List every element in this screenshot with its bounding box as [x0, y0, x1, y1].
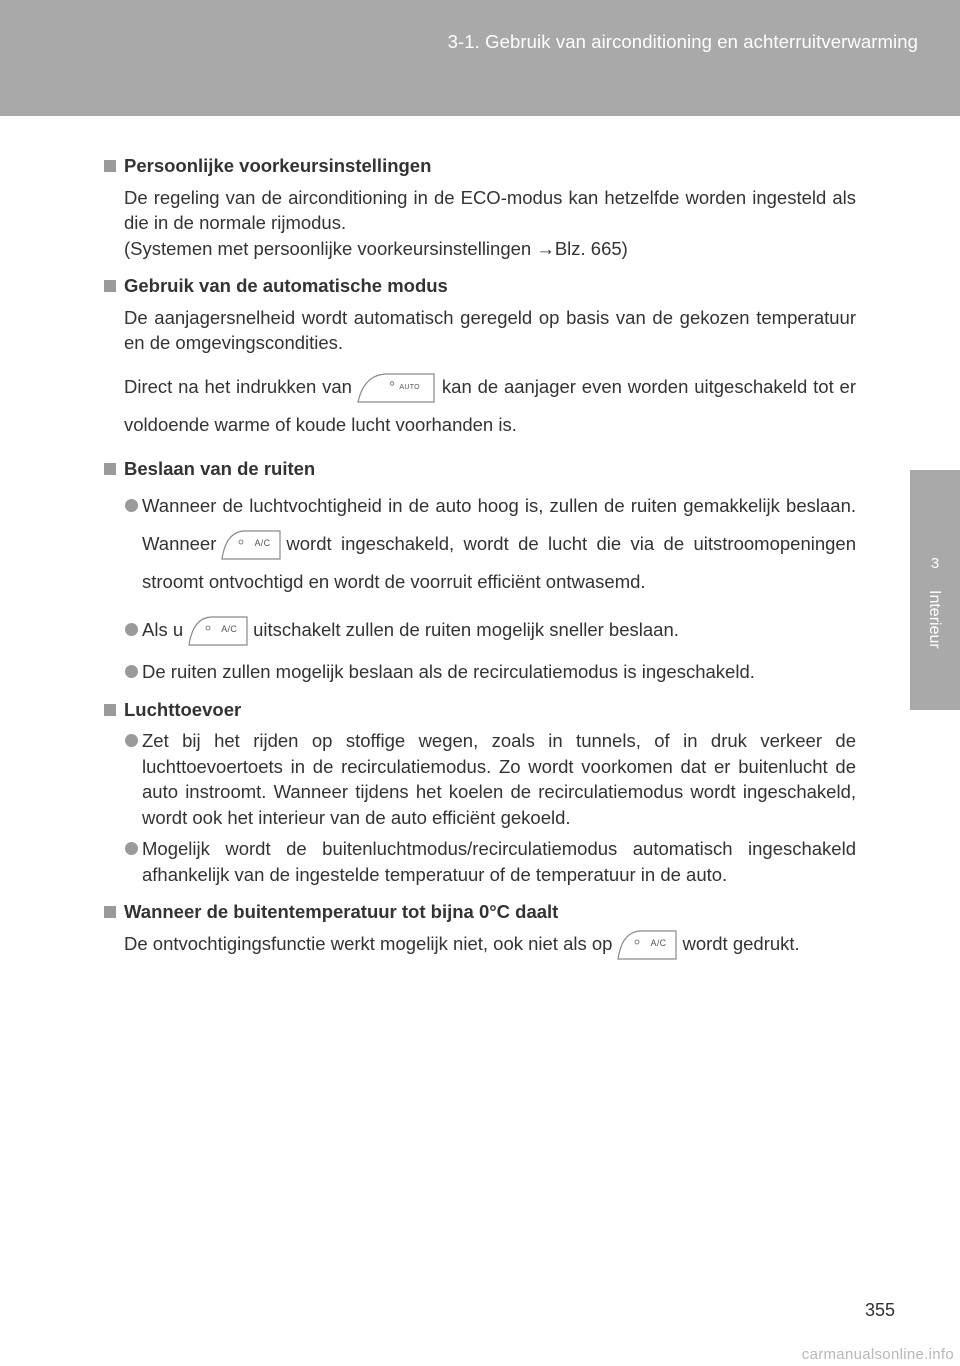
square-bullet-icon: [104, 906, 116, 918]
section-title: Luchttoevoer: [104, 697, 856, 723]
bullet-dot-icon: [125, 665, 138, 678]
page-content: [104, 153, 856, 962]
watermark: carmanualsonline.info: [801, 1346, 954, 1363]
square-bullet-icon: [104, 704, 116, 716]
section-low-temperature: [104, 899, 856, 962]
section-personal-preferences: [104, 153, 856, 261]
bullet-dot-icon: [125, 842, 138, 855]
chapter-name: Interieur: [926, 590, 943, 649]
page-header: [0, 0, 960, 116]
section-title: Gebruik van de automatische modus: [104, 273, 856, 299]
square-bullet-icon: [104, 160, 116, 172]
list-item: Mogelijk wordt de buitenluchtmodus/recirculatiemodus automatisch ingeschakeld afhankelijk van de ingestelde temperatuur of de temperatuur in de auto.: [142, 836, 856, 887]
list-item: Wanneer de luchtvochtigheid in de auto hoog is, zullen de ruiten gemakkelijk beslaan. Wanneer A/C wordt ingeschakeld, wordt de lucht die via de uitstroomopeningen stroomt ontvochtigd en wordt de voorruit efficiënt ontwasemd.: [142, 487, 856, 601]
bullet-dot-icon: [125, 734, 138, 747]
paragraph: De aanjagersnelheid wordt automatisch geregeld op basis van de gekozen temperatuur en de omgevingscondities.: [124, 306, 856, 353]
list-item: Zet bij het rijden op stoffige wegen, zoals in tunnels, of in druk verkeer de luchttoevoertoets in de recirculatiemodus. Zo wordt voorkomen dat er buitenlucht de auto instroomt. Wanneer tijdens het koelen de recirculatiemodus wordt ingeschakeld, wordt ook het interieur van de auto efficiënt gekoeld.: [142, 728, 856, 830]
auto-button-icon: AUTO: [356, 371, 438, 405]
list-item: De ruiten zullen mogelijk beslaan als de recirculatiemodus is ingeschakeld.: [142, 659, 856, 685]
section-header-title: 3-1. Gebruik van airconditioning en achterruitverwarming: [447, 31, 918, 52]
bullet-dot-icon: [125, 499, 138, 512]
paragraph: (Systemen met persoonlijke voorkeursinstellingen →Blz. 665): [124, 237, 628, 259]
paragraph: De regeling van de airconditioning in de ECO-modus kan hetzelfde worden ingesteld als die in de normale rijmodus.: [124, 186, 856, 233]
ac-button-icon: A/C: [220, 528, 282, 562]
section-title: Beslaan van de ruiten: [104, 456, 856, 482]
chapter-number: 3: [930, 555, 940, 572]
section-window-fogging: [104, 456, 856, 685]
square-bullet-icon: [104, 280, 116, 292]
ac-button-icon: A/C: [616, 928, 678, 962]
section-air-intake: [104, 697, 856, 888]
ac-button-icon: A/C: [187, 614, 249, 648]
list-item: Als u A/C uitschakelt zullen de ruiten mogelijk sneller beslaan.: [142, 611, 856, 649]
paragraph: De ontvochtigingsfunctie werkt mogelijk niet, ook niet als op A/C wordt gedrukt.: [124, 927, 856, 962]
square-bullet-icon: [104, 463, 116, 475]
section-title: Wanneer de buitentemperatuur tot bijna 0°C daalt: [104, 899, 856, 925]
page-number: 355: [864, 1300, 895, 1320]
section-auto-mode: [104, 273, 856, 444]
paragraph: Direct na het indrukken van AUTO kan de aanjager even worden uitgeschakeld tot er voldoende warme of koude lucht voorhanden is.: [124, 368, 856, 444]
bullet-dot-icon: [125, 623, 138, 636]
section-title: Persoonlijke voorkeursinstellingen: [104, 153, 856, 179]
